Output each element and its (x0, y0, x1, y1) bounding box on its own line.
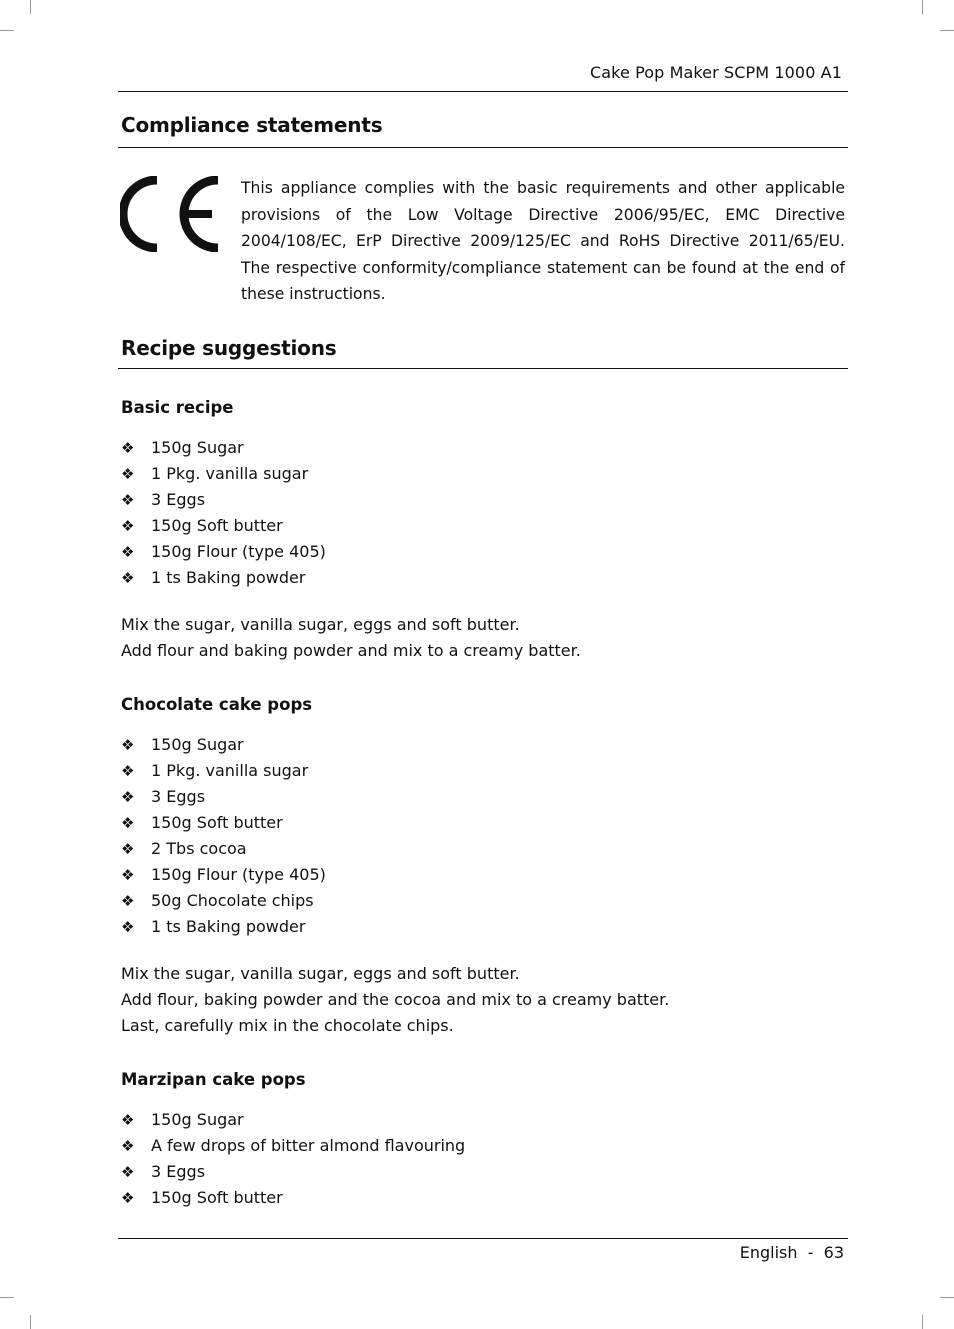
page-footer: English - 63 (739, 1243, 844, 1262)
running-header: Cake Pop Maker SCPM 1000 A1 (589, 63, 842, 82)
recipe-title-basic: Basic recipe (121, 398, 234, 417)
four-diamond-bullet-icon: ❖ (121, 439, 135, 457)
crop-mark (30, 1315, 31, 1329)
four-diamond-bullet-icon: ❖ (121, 543, 135, 561)
four-diamond-bullet-icon: ❖ (121, 762, 135, 780)
crop-mark (940, 1297, 954, 1298)
four-diamond-bullet-icon: ❖ (121, 866, 135, 884)
four-diamond-bullet-icon: ❖ (121, 918, 135, 936)
list-item: ❖ A few drops of bitter almond flavouring (121, 1133, 465, 1159)
crop-mark (940, 30, 954, 31)
four-diamond-bullet-icon: ❖ (121, 1111, 135, 1129)
ingredient-list-chocolate (121, 732, 326, 940)
four-diamond-bullet-icon: ❖ (121, 491, 135, 509)
four-diamond-bullet-icon: ❖ (121, 569, 135, 587)
list-item: ❖ 150g Flour (type 405) (121, 862, 326, 888)
instructions-chocolate: Mix the sugar, vanilla sugar, eggs and soft butter. Add flour, baking powder and the cocoa and mix to a creamy batter. Last, carefully mix in the chocolate chips. (121, 964, 670, 1035)
list-item: ❖ 50g Chocolate chips (121, 888, 326, 914)
crop-mark (0, 1297, 14, 1298)
section-rule (118, 368, 848, 369)
list-item: ❖ 2 Tbs cocoa (121, 836, 326, 862)
crop-mark (30, 0, 31, 14)
compliance-statement: This appliance complies with the basic requirements and other applicable provisions of the Low Voltage Directive 2006/95/EC, EMC Directive 2004/108/EC, ErP Directive 2009/125/EC and RoHS Directive 2011/65/EU. The respective conformity/compliance statement can be found at the end of these instructions. (241, 179, 845, 303)
four-diamond-bullet-icon: ❖ (121, 1137, 135, 1155)
four-diamond-bullet-icon: ❖ (121, 892, 135, 910)
list-item: ❖ 150g Soft butter (121, 1185, 465, 1211)
four-diamond-bullet-icon: ❖ (121, 840, 135, 858)
four-diamond-bullet-icon: ❖ (121, 1163, 135, 1181)
ingredient-list-marzipan (121, 1107, 465, 1211)
four-diamond-bullet-icon: ❖ (121, 736, 135, 754)
crop-mark (922, 0, 923, 14)
list-item: ❖ 150g Soft butter (121, 810, 326, 836)
list-item: ❖ 150g Soft butter (121, 513, 326, 539)
recipe-title-marzipan: Marzipan cake pops (121, 1070, 306, 1089)
list-item: ❖ 150g Sugar (121, 435, 326, 461)
list-item: ❖ 3 Eggs (121, 784, 326, 810)
list-item: ❖ 150g Sugar (121, 732, 326, 758)
four-diamond-bullet-icon: ❖ (121, 1189, 135, 1207)
list-item: ❖ 1 Pkg. vanilla sugar (121, 461, 326, 487)
ce-mark-icon (120, 176, 222, 252)
ingredient-list-basic (121, 435, 326, 591)
list-item: ❖ 1 ts Baking powder (121, 565, 326, 591)
section-title-recipes: Recipe suggestions (121, 336, 337, 360)
list-item: ❖ 3 Eggs (121, 1159, 465, 1185)
section-title-compliance: Compliance statements (121, 113, 383, 137)
footer-rule (118, 1238, 848, 1239)
crop-mark (0, 30, 14, 31)
section-rule (118, 147, 848, 148)
list-item: ❖ 150g Flour (type 405) (121, 539, 326, 565)
list-item: ❖ 1 ts Baking powder (121, 914, 326, 940)
four-diamond-bullet-icon: ❖ (121, 814, 135, 832)
instructions-basic: Mix the sugar, vanilla sugar, eggs and soft butter. Add flour and baking powder and mix to a creamy batter. (121, 615, 581, 660)
crop-mark (922, 1315, 923, 1329)
header-rule (118, 91, 848, 92)
four-diamond-bullet-icon: ❖ (121, 465, 135, 483)
list-item: ❖ 1 Pkg. vanilla sugar (121, 758, 326, 784)
four-diamond-bullet-icon: ❖ (121, 517, 135, 535)
four-diamond-bullet-icon: ❖ (121, 788, 135, 806)
list-item: ❖ 3 Eggs (121, 487, 326, 513)
recipe-title-chocolate: Chocolate cake pops (121, 695, 313, 714)
list-item: ❖ 150g Sugar (121, 1107, 465, 1133)
